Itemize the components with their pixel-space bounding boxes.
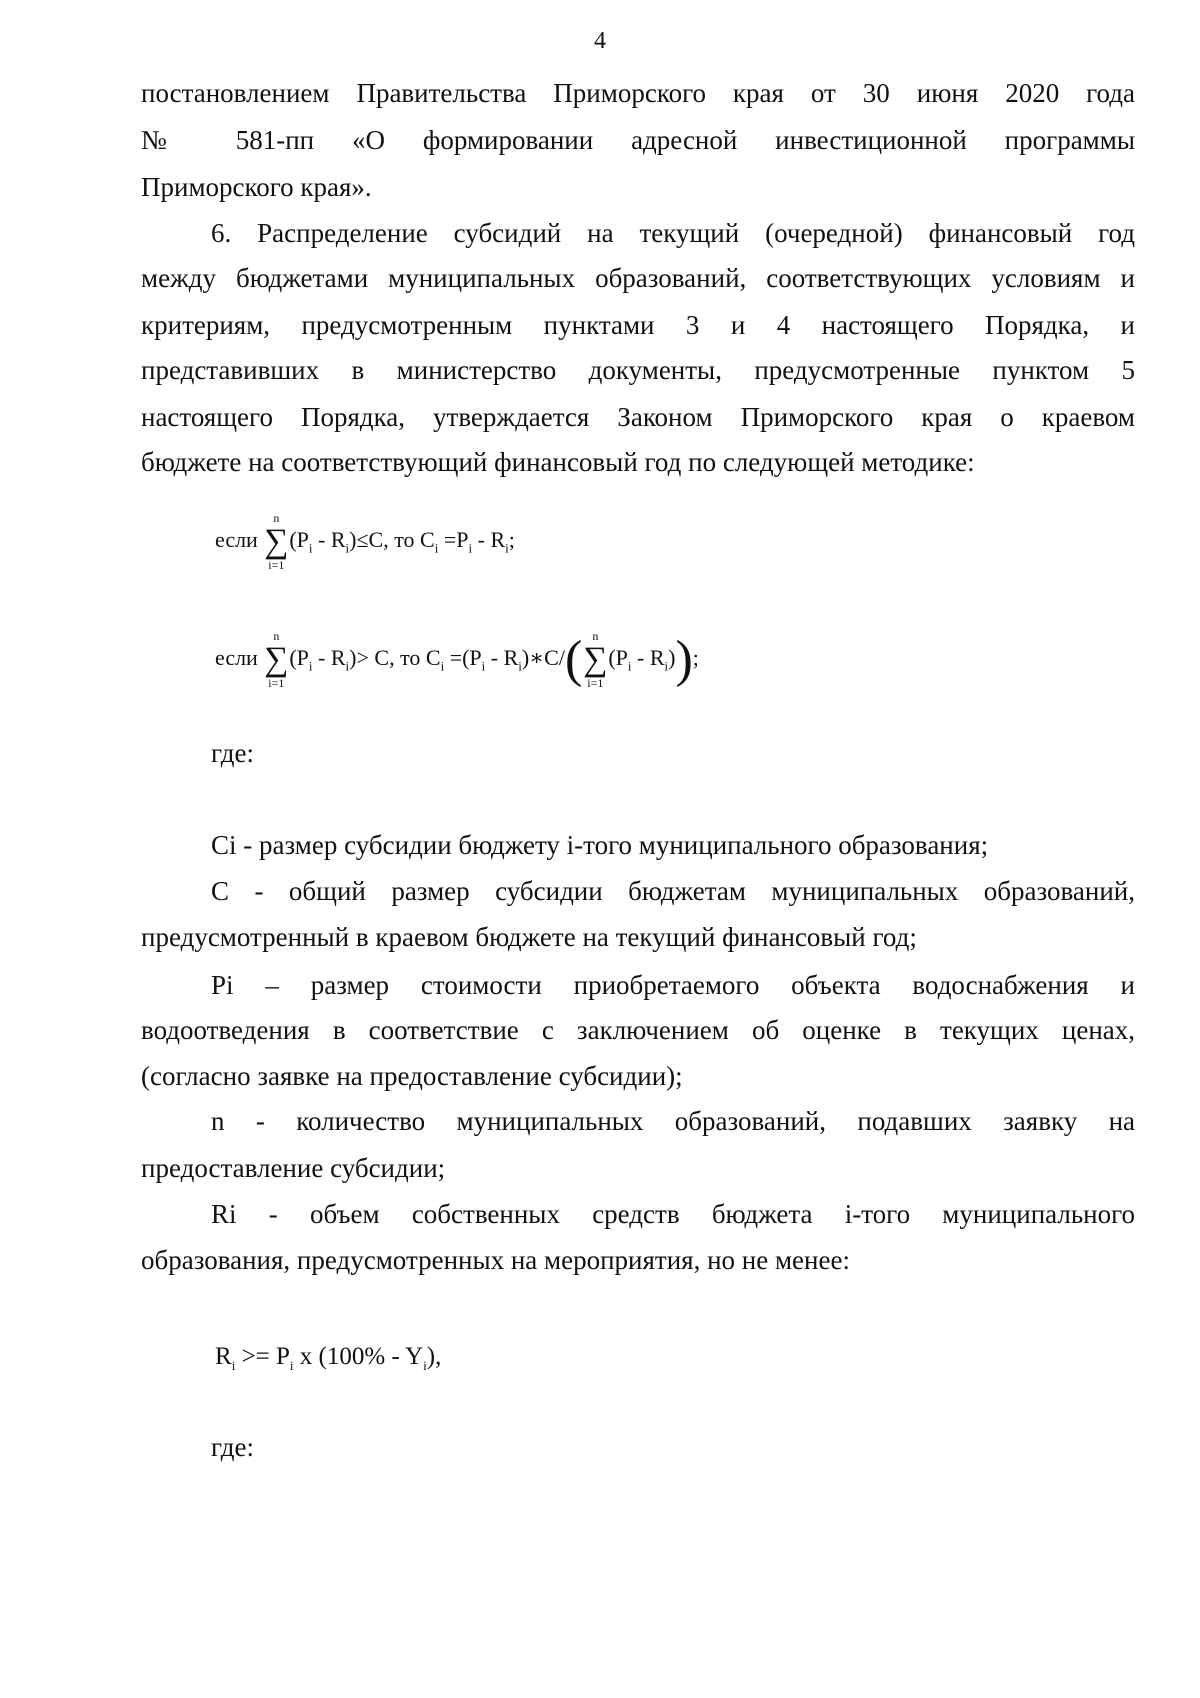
formula-text: )> C, то C — [349, 645, 441, 671]
text-line: предусмотренный в краевом бюджете на текущий финансовый год; — [141, 922, 917, 952]
formula-text: - R — [312, 527, 346, 553]
subscript: i — [345, 658, 350, 674]
subscript: i — [289, 1358, 294, 1373]
formula-1 — [215, 511, 515, 572]
text-line: где: — [211, 738, 254, 768]
formula-2 — [215, 629, 699, 690]
sum-lower-limit: i=1 — [268, 676, 285, 690]
formula-text: )∗C/ — [521, 645, 565, 671]
text-line: предоставление субсидии; — [141, 1153, 446, 1183]
text-line: представивших в министерство документы, предусмотренные пунктом 5 — [141, 355, 1135, 385]
subscript: i — [627, 658, 632, 674]
sum-upper-limit: n — [273, 511, 280, 525]
text-line: настоящего Порядка, утверждается Законом Приморского края о краевом — [141, 402, 1135, 432]
text-line: образования, предусмотренных на мероприятия, но не менее: — [141, 1245, 850, 1275]
formula-text: ) — [668, 645, 676, 671]
text-line: № 581-пп «О формировании адресной инвестиционной программы — [141, 125, 1135, 155]
formula-text: ; — [508, 527, 515, 553]
text-line: (согласно заявке на предоставление субсидии); — [141, 1061, 683, 1091]
text-line: между бюджетами муниципальных образований, соответствующих условиям и — [141, 263, 1135, 293]
text-line: n - количество муниципальных образований, подавших заявку на — [211, 1106, 1135, 1136]
formula-text: ), — [426, 1343, 442, 1370]
text-line: бюджете на соответствующий финансовый год по следующей методике: — [141, 447, 975, 477]
formula-text: =P — [438, 527, 469, 553]
text-line: Ri - объем собственных средств бюджета i-того муниципального — [211, 1199, 1135, 1229]
text-line: постановлением Правительства Приморского края от 30 июня 2020 года — [141, 78, 1135, 108]
subscript: i — [664, 658, 669, 674]
sum-upper-limit: n — [592, 629, 599, 643]
subscript: i — [505, 540, 509, 556]
sum-upper-limit: n — [273, 629, 280, 643]
subscript: i — [468, 540, 473, 556]
page-number: 4 — [594, 28, 606, 54]
formula-text: - R — [472, 527, 506, 553]
subscript: i — [440, 658, 445, 674]
text-line: Приморского края». — [141, 172, 372, 202]
text-line: Pi – размер стоимости приобретаемого объекта водоснабжения и — [211, 970, 1135, 1000]
text-line: критериям, предусмотренным пунктами 3 и 4 настоящего Порядка, и — [141, 310, 1135, 340]
formula-text: x (100% - Y — [293, 1343, 424, 1370]
formula-if: если — [215, 527, 258, 553]
sum-symbol: n ∑ i=1 — [583, 629, 608, 690]
text-line: Ci - размер субсидии бюджету i-того муниципального образования; — [211, 830, 989, 860]
subscript: i — [481, 658, 486, 674]
formula-text: =(P — [444, 645, 482, 671]
formula-if: если — [215, 645, 258, 671]
big-paren-close: ) — [675, 631, 693, 688]
formula-text: (P — [608, 645, 628, 671]
sum-lower-limit: i=1 — [268, 558, 285, 572]
formula-text: - R — [312, 645, 346, 671]
formula-3 — [215, 1343, 441, 1374]
subscript: i — [231, 1358, 236, 1373]
formula-text: )≤C, то C — [349, 527, 435, 553]
formula-text: >= P — [235, 1343, 290, 1370]
subscript: i — [308, 540, 313, 556]
formula-text: ; — [692, 645, 699, 671]
subscript: i — [308, 658, 313, 674]
subscript: i — [434, 540, 439, 556]
formula-text: - R — [485, 645, 519, 671]
sum-symbol: n ∑ i=1 — [264, 629, 289, 690]
formula-text: (P — [289, 645, 309, 671]
big-paren-open: ( — [564, 631, 583, 688]
text-line: С - общий размер субсидии бюджетам муниципальных образований, — [211, 876, 1135, 906]
formula-text: (P — [289, 527, 309, 553]
subscript: i — [423, 1358, 427, 1373]
sum-symbol: n ∑ i=1 — [264, 511, 289, 572]
subscript: i — [345, 540, 350, 556]
formula-text: - R — [631, 645, 665, 671]
text-line: 6. Распределение субсидий на текущий (очередной) финансовый год — [211, 218, 1135, 248]
subscript: i — [518, 658, 522, 674]
text-line: водоотведения в соответствие с заключением об оценке в текущих ценах, — [141, 1015, 1135, 1045]
sum-lower-limit: i=1 — [587, 676, 604, 690]
text-line: где: — [211, 1432, 254, 1462]
formula-text: R — [215, 1343, 232, 1370]
